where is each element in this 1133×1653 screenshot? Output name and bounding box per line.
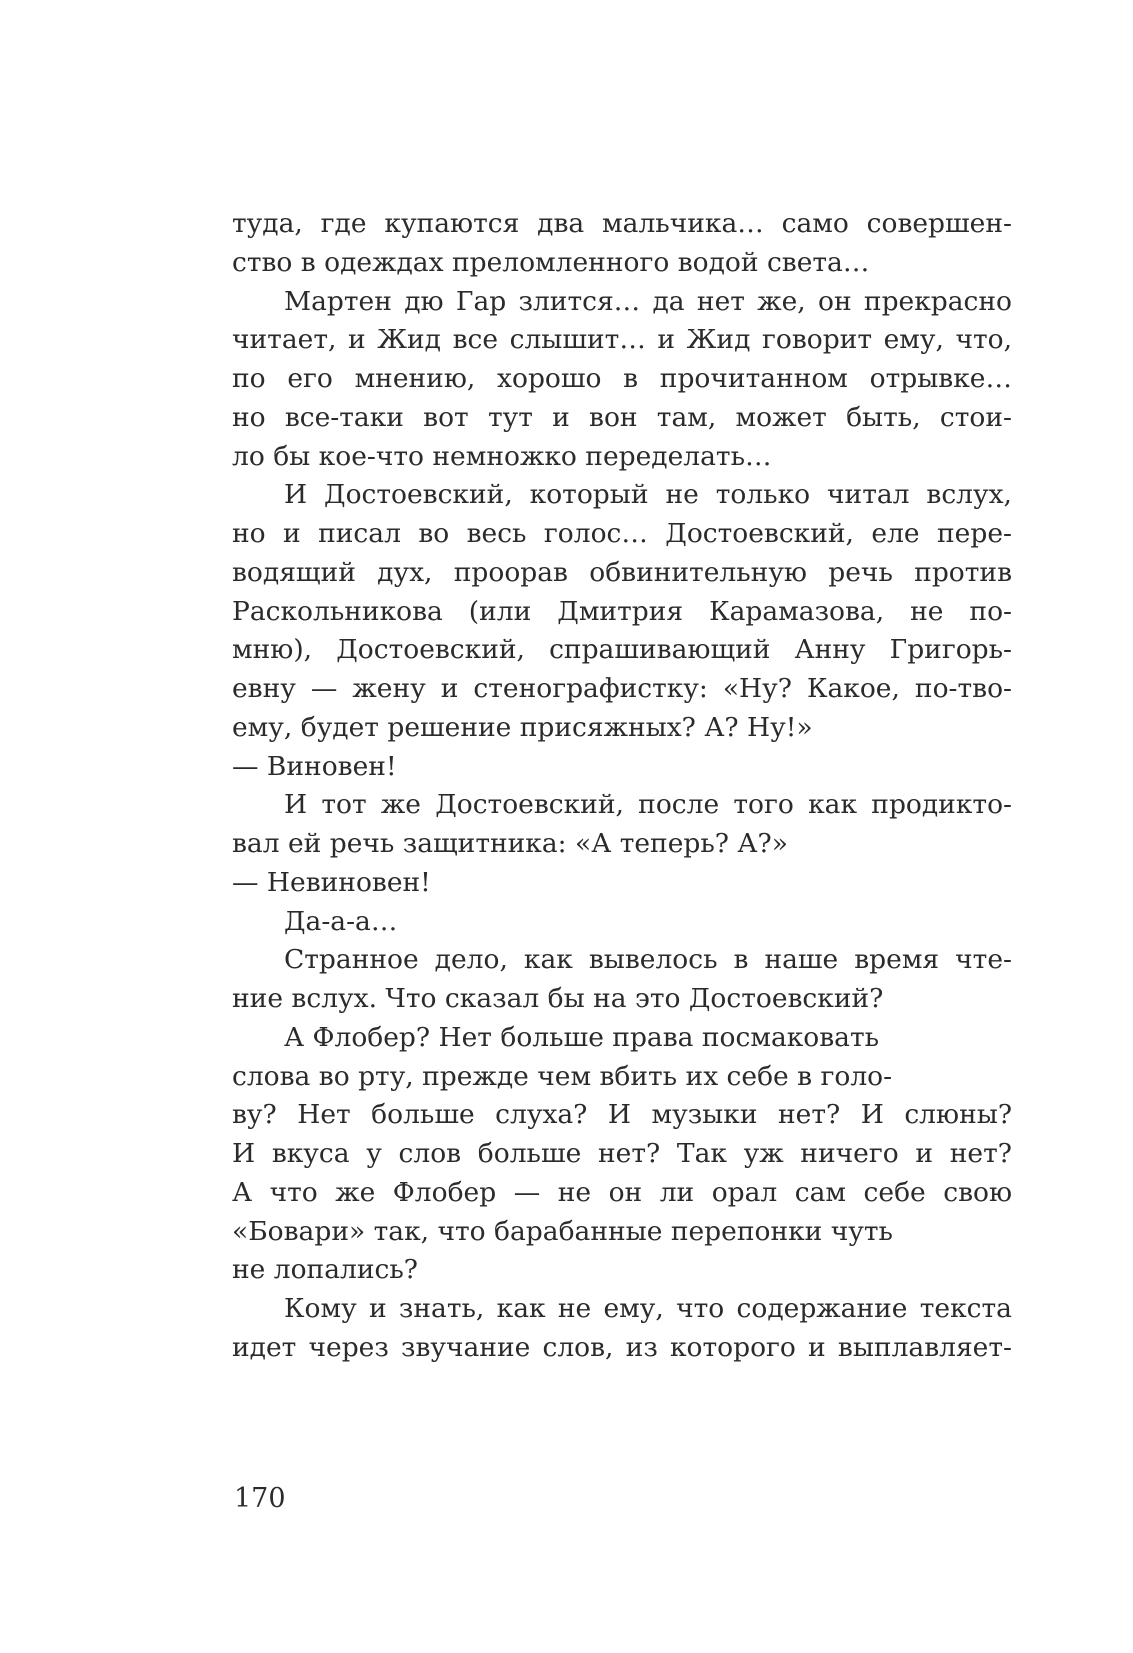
- text-line: И вкуса у слов больше нет? Так уж ничего и нет?: [232, 1138, 1012, 1169]
- text-line: Раскольникова (или Дмитрия Карамазова, не по-: [232, 595, 1012, 627]
- text-line: И тот же Достоевский, после того как продикто-: [284, 789, 1012, 821]
- text-line: Мартен дю Гар злится… да нет же, он прекрасно: [284, 285, 1013, 317]
- text-line: ство в одеждах преломленного водой света…: [232, 246, 870, 278]
- text-line: туда, где купаются два мальчика… само совершен-: [232, 208, 1012, 239]
- text-line: по его мнению, хорошо в прочитанном отрывке…: [232, 363, 1012, 394]
- text-line: но и писал во весь голос… Достоевский, еле пере-: [232, 518, 1012, 549]
- page-number: 170: [234, 1483, 286, 1514]
- text-line: А что же Флобер — не он ли орал сам себе свою: [232, 1176, 1013, 1208]
- text-line: мню), Достоевский, спрашивающий Анну Григорь-: [232, 634, 1013, 666]
- text-line: ву? Нет больше слуха? И музыки нет? И слюны?: [232, 1099, 1013, 1131]
- text-line: Да-а-а…: [284, 905, 398, 937]
- text-line: — Невиновен!: [232, 866, 431, 898]
- text-line: ему, будет решение присяжных? А? Ну!»: [232, 711, 813, 743]
- text-line: не лопались?: [232, 1254, 418, 1286]
- text-line: И Достоевский, который не только читал вслух,: [284, 479, 1012, 511]
- body-text: [232, 205, 1012, 1368]
- text-line: А Флобер? Нет больше права посмаковать: [284, 1021, 880, 1053]
- text-line: водящий дух, проорав обвинительную речь против: [232, 556, 1012, 588]
- text-line: «Бовари» так, что барабанные перепонки чуть: [232, 1215, 893, 1247]
- text-line: вал ей речь защитника: «А теперь? А?»: [232, 828, 788, 859]
- text-line: идет через звучание слов, из которого и выплавляет-: [232, 1331, 1012, 1363]
- text-line: Странное дело, как вывелось в наше время чте-: [284, 944, 1012, 976]
- text-line: евну — жену и стенографистку: «Ну? Какое, по-тво-: [232, 673, 1012, 704]
- text-line: ние вслух. Что сказал бы на это Достоевский?: [232, 983, 884, 1014]
- text-line: но все-таки вот тут и вон там, может быть, стои-: [232, 401, 1012, 433]
- text-line: — Виновен!: [232, 750, 397, 782]
- text-line: ло бы кое-что немножко переделать…: [232, 440, 772, 472]
- text-line: Кому и знать, как не ему, что содержание текста: [284, 1293, 1012, 1324]
- text-line: слова во рту, прежде чем вбить их себе в голо-: [232, 1060, 893, 1092]
- text-line: читает, и Жид все слышит… и Жид говорит ему, что,: [232, 324, 1013, 356]
